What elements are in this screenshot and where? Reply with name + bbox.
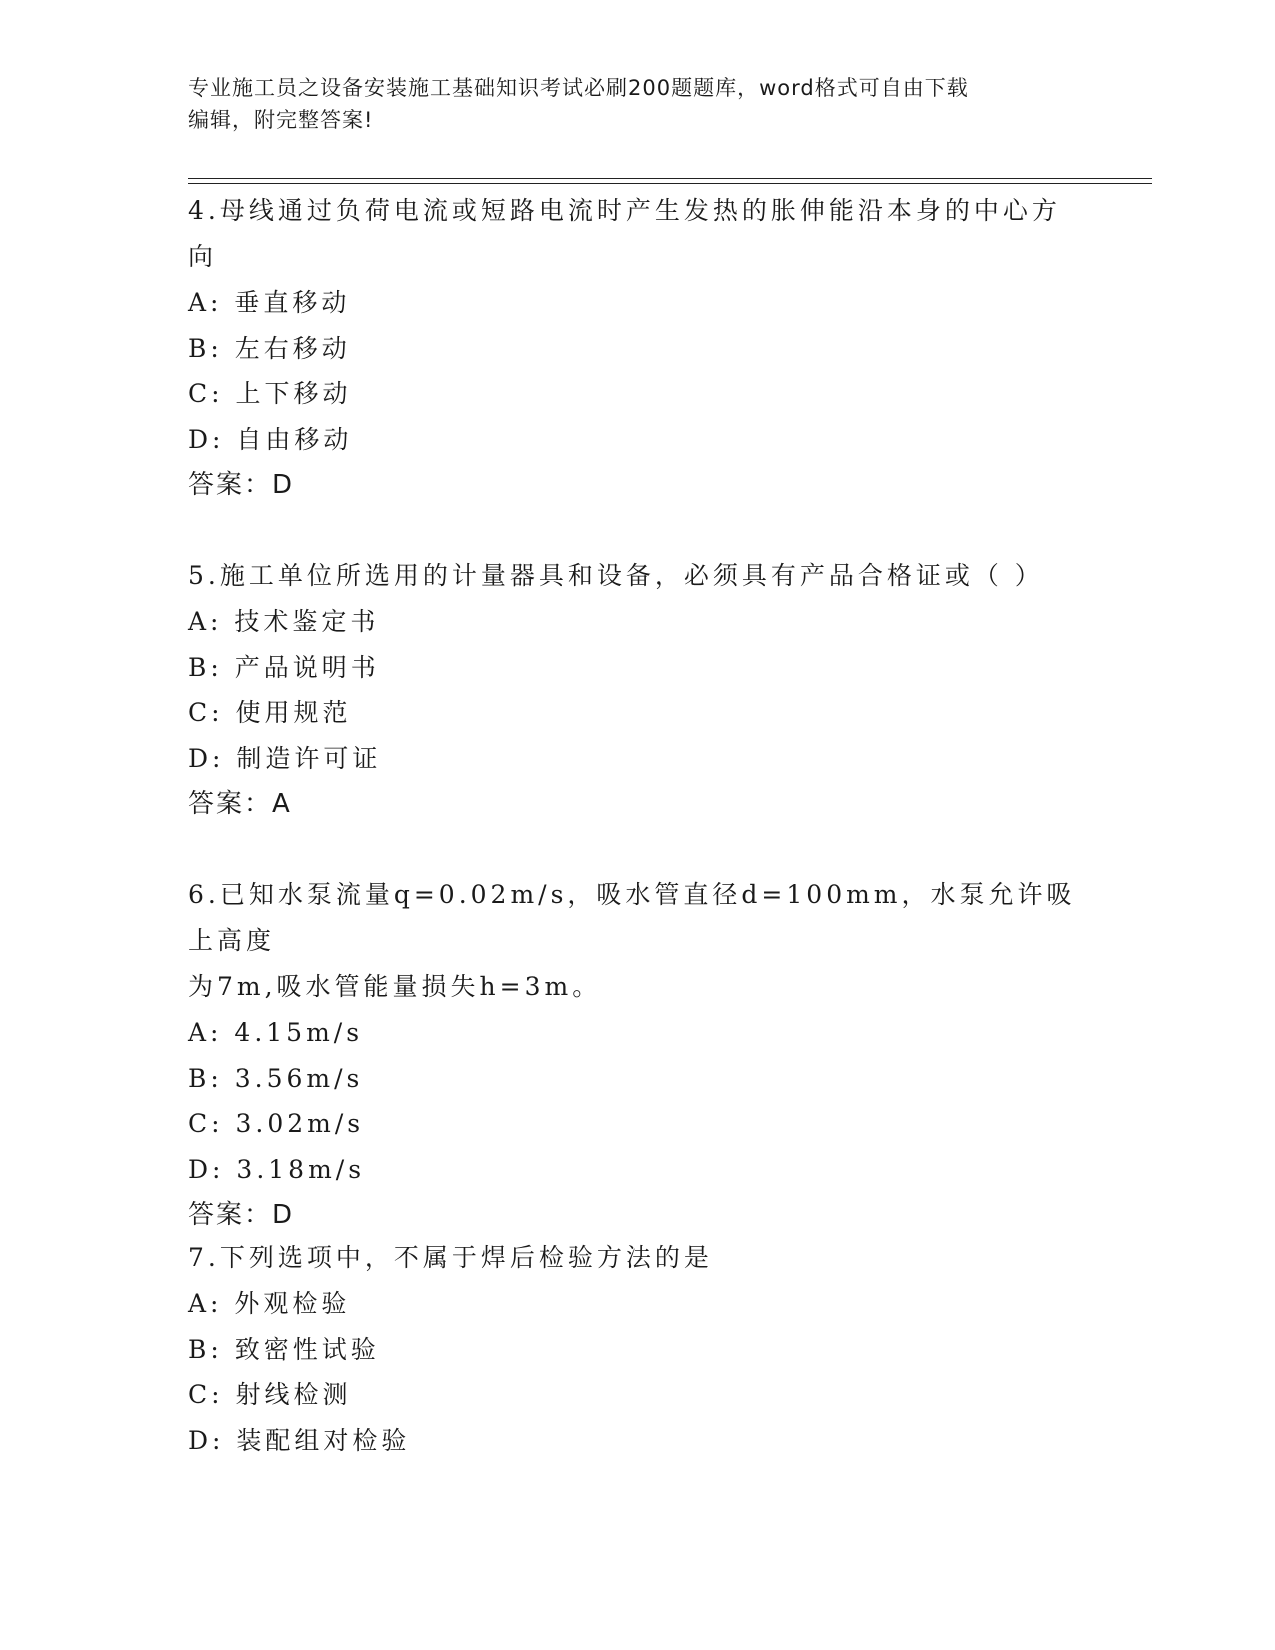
- header-divider-top: [188, 178, 1152, 179]
- option-d: D: 装配组对检验: [188, 1425, 411, 1455]
- question-stem-continued: 向: [188, 242, 218, 271]
- question-stem: 5.施工单位所选用的计量器具和设备，必须具有产品合格证或（ ）: [188, 561, 1044, 590]
- option-d: D: 自由移动: [188, 424, 353, 454]
- question-stem: 4.母线通过负荷电流或短路电流时产生发热的胀伸能沿本身的中心方: [188, 196, 1061, 225]
- question-stem: 6.已知水泵流量q=0.02m/s，吸水管直径d=100mm，水泵允许吸上高度: [188, 880, 1076, 955]
- option-c: C: 射线检测: [188, 1380, 352, 1409]
- question-stem: 7.下列选项中，不属于焊后检验方法的是: [188, 1243, 713, 1272]
- option-b: B: 产品说明书: [188, 652, 380, 682]
- question-5: [188, 553, 1088, 827]
- document-header: [188, 72, 1068, 136]
- option-c: C: 3.02m/s: [188, 1109, 365, 1138]
- option-b: B: 左右移动: [188, 333, 351, 363]
- option-d: D: 制造许可证: [188, 743, 382, 773]
- option-a: A: 外观检验: [188, 1289, 351, 1318]
- option-a: A: 垂直移动: [188, 288, 351, 317]
- option-d: D: 3.18m/s: [188, 1154, 366, 1184]
- question-7: [188, 1235, 1088, 1463]
- option-c: C: 使用规范: [188, 698, 352, 727]
- question-stem-continued: 为7m,吸水管能量损失h=3m。: [188, 972, 602, 1001]
- answer: 答案：A: [188, 789, 292, 819]
- option-b: B: 3.56m/s: [188, 1063, 364, 1093]
- header-divider-bottom: [188, 183, 1152, 184]
- option-c: C: 上下移动: [188, 379, 352, 408]
- option-a: A: 4.15m/s: [188, 1018, 364, 1047]
- option-b: B: 致密性试验: [188, 1334, 380, 1364]
- answer: 答案：D: [188, 1200, 295, 1230]
- header-title-line-2: 编辑，附完整答案!: [188, 108, 374, 132]
- question-4: [188, 188, 1088, 508]
- answer: 答案：D: [188, 470, 295, 500]
- question-6: [188, 872, 1088, 1238]
- option-a: A: 技术鉴定书: [188, 607, 380, 636]
- header-title-line-1: 专业施工员之设备安装施工基础知识考试必刷200题题库，word格式可自由下载: [188, 76, 969, 100]
